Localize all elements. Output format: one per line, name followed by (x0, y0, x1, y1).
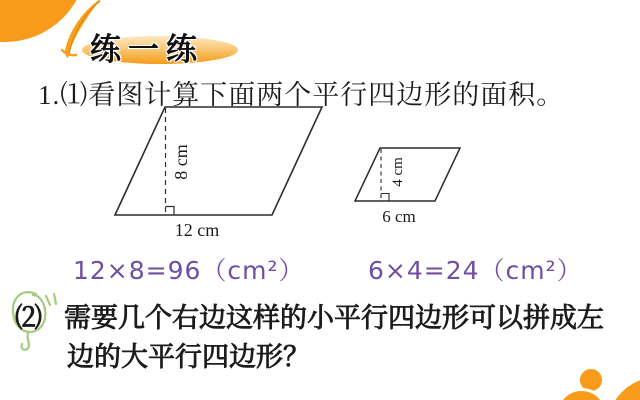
question-2-line1: 需要几个右边这样的小平行四边形可以拼成左 (64, 303, 604, 333)
small-right-angle-mark (381, 194, 389, 202)
large-right-angle-mark (166, 207, 175, 216)
equation-large-area: 12×8=96（cm²） (73, 256, 305, 285)
small-base-label: 6 cm (382, 207, 416, 226)
large-base-label: 12 cm (174, 220, 220, 240)
question-1-text: 1.⑴看图计算下面两个平行四边形的面积。 (38, 80, 565, 110)
equation-small-area: 6×4=24（cm²） (368, 256, 583, 285)
banner-label: 练一练 (90, 32, 204, 67)
question-2-line2: 边的大平行四边形？ (67, 342, 310, 372)
small-parallelogram (355, 148, 460, 201)
large-parallelogram (115, 107, 322, 215)
question-2-marker: ⑵ (15, 303, 42, 333)
small-height-label: 4 cm (390, 157, 406, 187)
question-2 (15, 299, 627, 377)
large-height-label: 8 cm (171, 144, 191, 180)
